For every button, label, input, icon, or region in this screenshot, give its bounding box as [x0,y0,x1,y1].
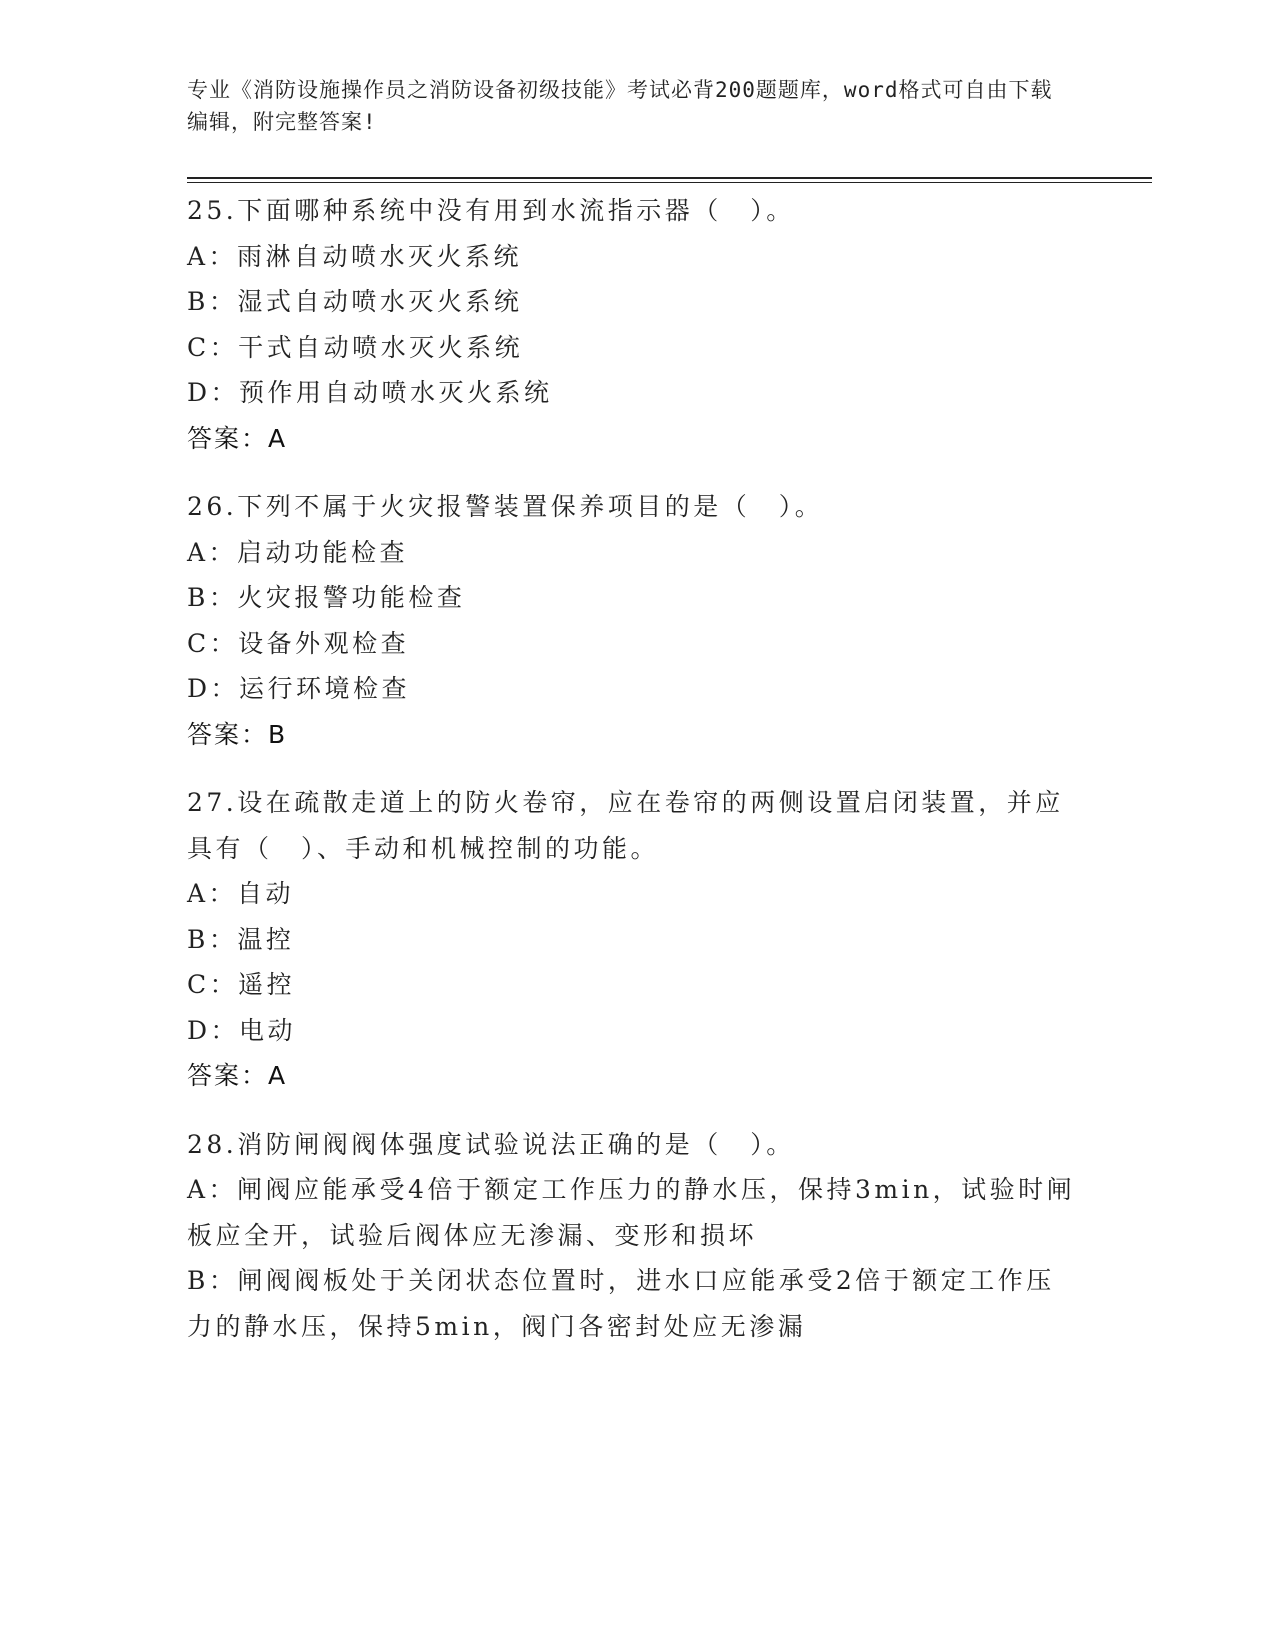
option-d: D：运行环境检查 [187,674,411,703]
option-a: A：雨淋自动喷水灭火系统 [187,241,523,271]
option-a: A：自动 [187,879,295,908]
option-a: A：启动功能检查 [187,537,409,567]
option-b: B：湿式自动喷水灭火系统 [187,287,523,316]
option-c: C：遥控 [187,970,296,999]
answer-line: 答案：A [187,423,288,453]
question-28 [187,1122,1152,1350]
question-stem: 26.下列不属于火灾报警装置保养项目的是（ ）。 [187,492,824,521]
option-a: A：闸阀应能承受4倍于额定工作压力的静水压，保持3min，试验时闸板应全开，试验后阀体应无渗漏、变形和损坏 [187,1175,1076,1250]
option-c: C：干式自动喷水灭火系统 [187,332,524,362]
document-header: 专业《消防设施操作员之消防设备初级技能》考试必背200题题库，word格式可自由下载编辑，附完整答案! [187,78,1053,134]
answer-line: 答案：A [187,1061,288,1090]
option-d: D：预作用自动喷水灭火系统 [187,378,553,407]
option-b: B：温控 [187,924,295,954]
answer-line: 答案：B [187,719,288,749]
option-b: B：闸阀阀板处于关闭状态位置时，进水口应能承受2倍于额定工作压力的静水压，保持5min，阀门各密封处应无渗漏 [187,1266,1055,1341]
option-b: B：火灾报警功能检查 [187,583,466,612]
question-stem: 25.下面哪种系统中没有用到水流指示器（ ）。 [187,196,795,225]
header-divider-thin [187,182,1152,183]
question-25 [187,188,1152,461]
question-26 [187,484,1152,757]
question-stem: 27.设在疏散走道上的防火卷帘，应在卷帘的两侧设置启闭装置，并应具有（ ）、手动和机械控制的功能。 [187,788,1064,863]
option-c: C：设备外观检查 [187,628,410,658]
header-divider-thick [187,177,1152,179]
option-d: D：电动 [187,1015,297,1045]
question-27 [187,780,1152,1099]
question-stem: 28.消防闸阀阀体强度试验说法正确的是（ ）。 [187,1129,795,1159]
question-list [187,188,1152,1372]
